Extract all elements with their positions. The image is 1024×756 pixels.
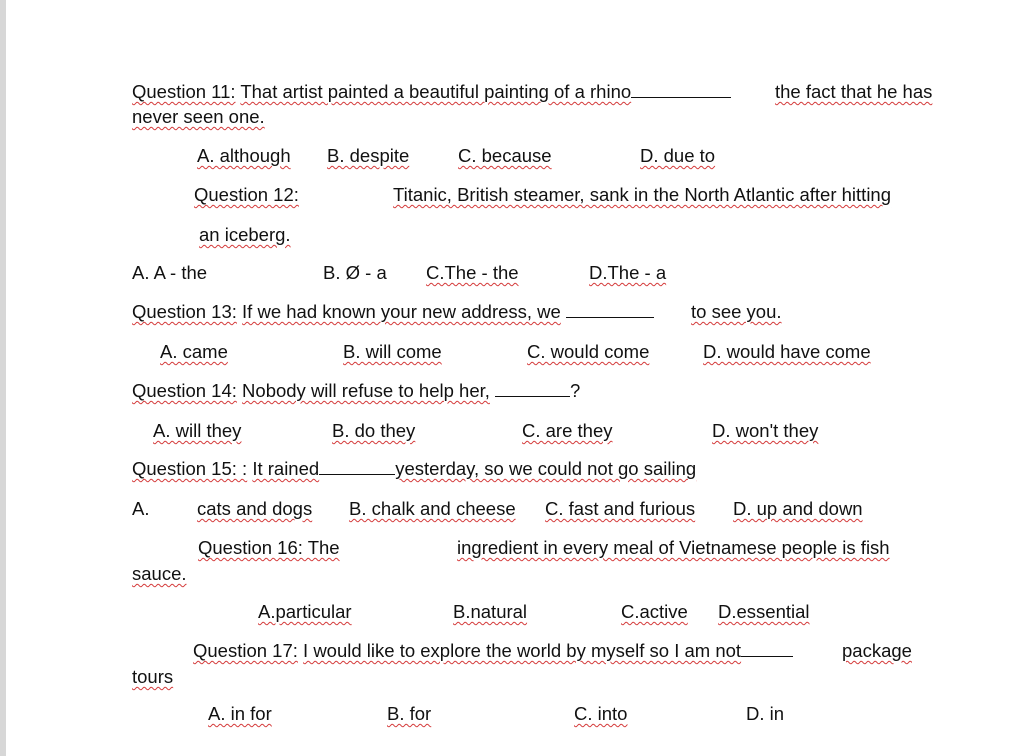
q11-option-c[interactable]: C. because — [458, 145, 552, 166]
q12-option-b[interactable]: B. Ø - a — [323, 262, 387, 283]
question-16-label: Question 16: The — [198, 537, 340, 558]
q14-option-d[interactable]: D. won't they — [712, 420, 819, 441]
q15-option-a-letter[interactable]: A. — [132, 498, 150, 519]
question-12-stem-a: Titanic, British steamer, sank in the North Atlantic after hitting — [393, 184, 892, 205]
q16-option-c[interactable]: C.active — [621, 601, 688, 622]
page-edge — [0, 0, 6, 756]
question-15-blank[interactable] — [319, 459, 395, 475]
q17-option-b[interactable]: B. for — [387, 703, 432, 724]
question-12-label: Question 12: — [194, 184, 299, 205]
question-15-stem-b: yesterday, so we could not go sailing — [395, 458, 697, 479]
q13-option-c[interactable]: C. would come — [527, 341, 650, 362]
question-14-blank[interactable] — [495, 381, 570, 397]
question-13-label: Question 13: — [132, 301, 237, 322]
q15-option-c[interactable]: C. fast and furious — [545, 498, 696, 519]
q15-option-a[interactable]: cats and dogs — [197, 498, 313, 519]
question-17-stem-c: tours — [132, 666, 174, 687]
question-13-stem-b: to see you. — [691, 301, 782, 322]
q12-option-d[interactable]: D.The - a — [589, 262, 667, 283]
q11-option-d[interactable]: D. due to — [640, 145, 716, 166]
q14-option-c[interactable]: C. are they — [522, 420, 613, 441]
question-15-label: Question 15: : — [132, 458, 248, 479]
question-14-stem-b: ? — [570, 380, 581, 401]
question-14-stem-a: Nobody will refuse to help her, — [242, 380, 490, 401]
question-12-stem-b: an iceberg. — [199, 224, 291, 245]
question-15-line — [132, 458, 696, 480]
question-11-stem-c: never seen one. — [132, 106, 265, 127]
question-17-blank[interactable] — [741, 641, 793, 657]
question-11-label: Question 11: — [132, 81, 236, 102]
q12-option-a[interactable]: A. A - the — [132, 262, 208, 283]
q16-option-d[interactable]: D.essential — [718, 601, 810, 622]
q12-option-c[interactable]: C.The - the — [426, 262, 519, 283]
question-11-blank[interactable] — [631, 82, 731, 98]
question-16-stem-a: ingredient in every meal of Vietnamese people is fish — [457, 537, 890, 558]
question-11-stem-a: That artist painted a beautiful painting of a rhino — [240, 81, 632, 102]
q16-option-b[interactable]: B.natural — [453, 601, 528, 622]
question-13-stem-a: If we had known your new address, we — [242, 301, 561, 322]
question-14-line — [132, 380, 580, 402]
q11-option-b[interactable]: B. despite — [327, 145, 410, 166]
q13-option-a[interactable]: A. came — [160, 341, 228, 362]
q17-option-d[interactable]: D. in — [746, 703, 785, 724]
q13-option-d[interactable]: D. would have come — [703, 341, 871, 362]
q16-option-a[interactable]: A.particular — [258, 601, 352, 622]
q17-option-c[interactable]: C. into — [574, 703, 628, 724]
q11-option-a[interactable]: A. although — [197, 145, 291, 166]
q15-option-b[interactable]: B. chalk and cheese — [349, 498, 516, 519]
question-11-line-1 — [132, 81, 731, 103]
question-17-stem-b: package — [842, 640, 912, 661]
q13-option-b[interactable]: B. will come — [343, 341, 442, 362]
question-13-line — [132, 301, 654, 323]
question-14-label: Question 14: — [132, 380, 237, 401]
question-17-line — [193, 640, 793, 662]
question-11-stem-b: the fact that he has — [775, 81, 933, 102]
q17-option-a[interactable]: A. in for — [208, 703, 272, 724]
q14-option-a[interactable]: A. will they — [153, 420, 242, 441]
question-13-blank[interactable] — [566, 302, 654, 318]
q15-option-d[interactable]: D. up and down — [733, 498, 863, 519]
question-17-stem-a: I would like to explore the world by myself so I am not — [303, 640, 742, 661]
q14-option-b[interactable]: B. do they — [332, 420, 416, 441]
question-15-stem-a: It rained — [252, 458, 320, 479]
question-16-stem-b: sauce. — [132, 563, 187, 584]
question-17-label: Question 17: — [193, 640, 298, 661]
